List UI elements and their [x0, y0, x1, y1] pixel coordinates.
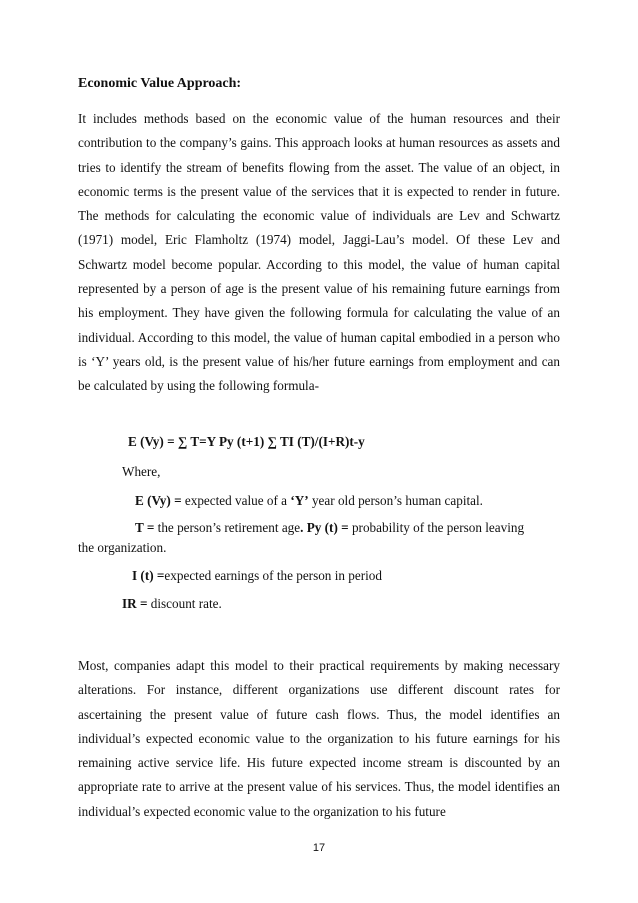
definition-i-t: [132, 566, 382, 586]
definition-t-and-py: [135, 518, 524, 538]
formula-where-label: Where,: [122, 464, 161, 479]
definition-term: I (t) =: [132, 568, 165, 583]
definition-py-continued: the organization.: [78, 540, 167, 555]
definition-term: T =: [135, 520, 155, 535]
definition-text: probability of the person leaving: [348, 520, 525, 535]
paragraph-economic-value: It includes methods based on the economic value of the human resources and their contribution to the company’s gains. This approach looks at human resources as assets and tries to identify the stream of benefits flowing from the asset. The value of an object, in economic terms is the present value of the services that it is expected to render in future. The methods for calculating the economic value of individuals are Lev and Schwartz (1971) model, Eric Flamholtz (1974) model, Jaggi-Lau’s model. Of these Lev and Schwartz model become popular. According to this model, the value of human capital represented by a person of age is the present value of his remaining future earnings from his employment. They have given the following formula for calculating the value of an individual. According to this model, the value of human capital embodied in a person who is ‘Y’ years old, is the present value of his/her future earnings from employment and can be calculated by using the following formula-: [78, 111, 560, 394]
definition-text: expected value of a: [181, 493, 291, 508]
section-heading: Economic Value Approach:: [78, 76, 242, 91]
page-number: 17: [312, 842, 326, 854]
definition-term: IR =: [122, 596, 148, 611]
definition-ir: [122, 594, 222, 614]
definition-text: discount rate.: [147, 596, 222, 611]
definition-term: ‘Y’: [290, 493, 309, 508]
formula-equation: E (Vy) = ∑ T=Y Py (t+1) ∑ TI (T)/(I+R)t-y: [128, 434, 365, 449]
definition-text: the person’s retirement age: [154, 520, 301, 535]
definition-text: expected earnings of the person in period: [164, 568, 382, 583]
definition-term: .: [300, 520, 304, 535]
definition-term: Py (t) =: [303, 520, 349, 535]
definition-text: year old person’s human capital.: [308, 493, 483, 508]
definition-term: E (Vy) =: [135, 493, 182, 508]
definition-e-vy: [135, 491, 483, 511]
paragraph-model-adaptation: Most, companies adapt this model to their practical requirements by making necessary alterations. For instance, different organizations use different discount rates for ascertaining the present value of future cash flows. Thus, the model identifies an individual’s expected economic value to the organization to his future earnings for his remaining active service life. His future expected income stream is discounted by an appropriate rate to arrive at the present value of his services. Thus, the model identifies an individual’s expected economic value to the organization to his future: [78, 658, 560, 819]
